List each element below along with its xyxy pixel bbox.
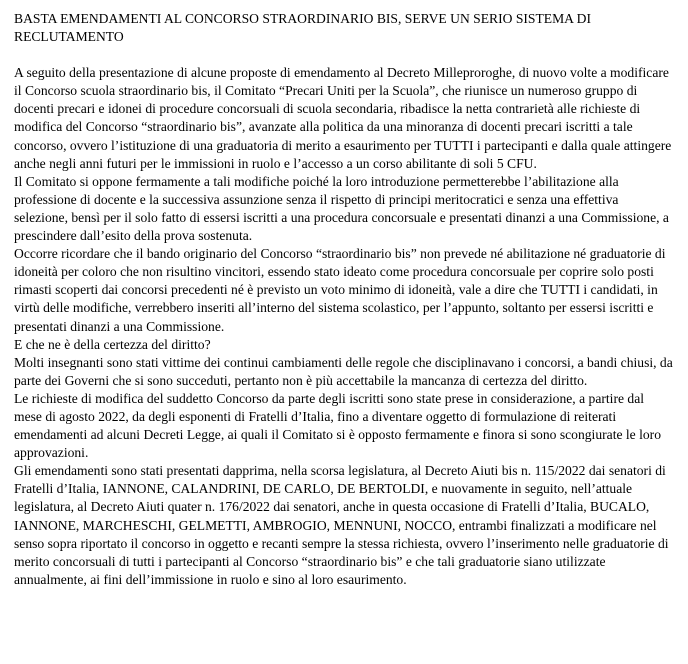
paragraph: Occorre ricordare che il bando originario del Concorso “straordinario bis” non prevede né abilitazione né graduatorie di idoneità per coloro che non risultino vincitori, essendo stato ideato come procedura concorsuale per coprire solo posti rimasti scoperti dai concorsi precedenti né è previsto un voto minimo di idoneità, vale a dire che TUTTI i candidati, in virtù delle modifiche, verrebbero inseriti all’interno del sistema scolastico, per l’appunto, soltanto per essersi iscritti e presentati dinanzi a una Commissione. <box>14 246 666 334</box>
paragraph: E che ne è della certezza del diritto? <box>14 336 211 352</box>
paragraph: Le richieste di modifica del suddetto Concorso da parte degli iscritti sono state prese in considerazione, a partire dal mese di agosto 2022, da degli esponenti di Fratelli d’Italia, fino a diventare oggetto di formulazione di reiterati emendamenti ad alcuni Decreti Legge, ai quali il Comitato si è opposto fermamente e finora si sono scongiurate le loro approvazioni. <box>14 390 662 461</box>
document-title: BASTA EMENDAMENTI AL CONCORSO STRAORDINARIO BIS, SERVE UN SERIO SISTEMA DI RECLUTAMENTO <box>14 11 591 45</box>
paragraph: Il Comitato si oppone fermamente a tali modifiche poiché la loro introduzione permetterebbe l’abilitazione alla professione di docente e la successiva assunzione senza il rispetto di principi meritocratici e senza una effettiva selezione, bensì per il solo fatto di essersi iscritti a una procedura concorsuale e presentati dinanzi a una Commissione, a prescindere dall’esito della prova sostenuta. <box>14 173 669 244</box>
paragraph: A seguito della presentazione di alcune proposte di emendamento al Decreto Milleproroghe, di nuovo volte a modificare il Concorso scuola straordinario bis, il Comitato “Precari Uniti per la Scuola”, che riunisce un numeroso gruppo di docenti precari e idonei di procedure concorsuali di scuola secondaria, ribadisce la netta contrarietà alle richieste di modifica del Concorso “straordinario bis”, avanzate alla politica da una minoranza di docenti precari iscritti a tale concorso, ovvero l’istituzione di una graduatoria di merito a esaurimento per TUTTI i partecipanti e dalla quale attingere anche negli anni futuri per le immissioni in ruolo e l’accesso a un corso abilitante di soli 5 CFU. <box>14 65 672 171</box>
document-body <box>14 64 674 589</box>
paragraph: Gli emendamenti sono stati presentati dapprima, nella scorsa legislatura, al Decreto Aiuti bis n. 115/2022 dai senatori di Fratelli d’Italia, IANNONE, CALANDRINI, DE CARLO, DE BERTOLDI, e nuovamente in seguito, nell’attuale legislatura, al Decreto Aiuti quater n. 176/2022 dai senatori, anche in questa occasione di Fratelli d’Italia, BUCALO, IANNONE, MARCHESCHI, GELMETTI, AMBROGIO, MENNUNI, NOCCO, entrambi finalizzati a modificare nel senso sopra riportato il concorso in oggetto e recanti sempre la stessa richiesta, ovvero l’inserimento nelle graduatorie di merito concorsuali di tutti i partecipanti al Concorso “straordinario bis” e che tali graduatorie siano utilizzate annualmente, ai fini dell’immissione in ruolo e sino al loro esaurimento. <box>14 463 669 587</box>
paragraph: Molti insegnanti sono stati vittime dei continui cambiamenti delle regole che disciplinavano i concorsi, a bandi chiusi, da parte dei Governi che si sono succeduti, pertanto non è più accettabile la mancanza di certezza del diritto. <box>14 354 673 388</box>
